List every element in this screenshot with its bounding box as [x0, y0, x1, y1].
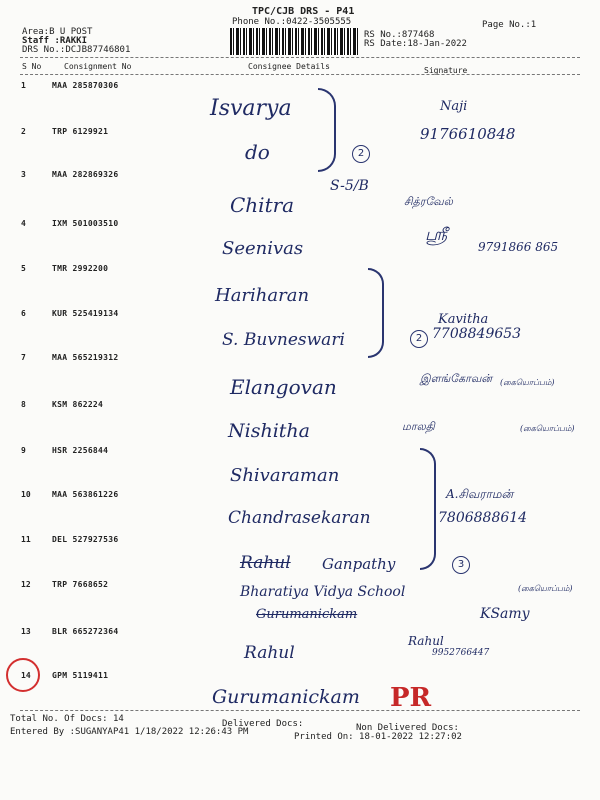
- red-circle-mark: [6, 658, 40, 692]
- row-consignment: TRP 6129921: [52, 127, 109, 136]
- col-signature: Signature: [424, 66, 468, 75]
- handwritten-note: S-5/B: [330, 178, 369, 194]
- non-delivered-docs: Non Delivered Docs:: [356, 723, 459, 733]
- row-consignment: BLR 665272364: [52, 627, 119, 636]
- row-consignment: TRP 7668652: [52, 580, 109, 589]
- handwritten-name: Gurumanickam: [212, 686, 360, 708]
- handwritten-signature: (கையொப்பம்): [500, 378, 555, 387]
- page-number: Page No.:1: [482, 20, 537, 30]
- row-sno: 9: [21, 446, 26, 455]
- drs-number: DRS No.:DCJB87746801: [22, 45, 131, 55]
- row-sno: 6: [21, 309, 26, 318]
- rs-date: RS Date:18-Jan-2022: [364, 39, 467, 49]
- handwritten-signature: Rahul: [408, 634, 444, 648]
- row-consignment: HSR 2256844: [52, 446, 109, 455]
- handwritten-signature: மாலதி: [402, 420, 435, 433]
- row-sno: 7: [21, 353, 26, 362]
- entered-by: Entered By :SUGANYAP41 1/18/2022 12:26:43 PM: [10, 727, 249, 737]
- row-consignment: TMR 2992200: [52, 264, 109, 273]
- doc-title: TPC/CJB DRS - P41: [252, 6, 355, 17]
- row-sno: 8: [21, 400, 26, 409]
- row-sno: 13: [21, 627, 31, 636]
- divider: [20, 74, 580, 75]
- col-sno: S No: [22, 62, 42, 71]
- barcode: [230, 28, 358, 55]
- phone-number: Phone No.:0422-3505555: [232, 17, 352, 27]
- handwritten-signature: ஸ்ரீ: [425, 225, 448, 245]
- handwritten-name: Rahul: [240, 553, 291, 573]
- row-consignment: IXM 501003510: [52, 219, 119, 228]
- brace-mark: [368, 268, 384, 358]
- handwritten-name: Chitra: [230, 193, 295, 217]
- brace-mark: [318, 88, 336, 172]
- row-sno: 12: [21, 580, 31, 589]
- handwritten-name: Hariharan: [215, 285, 310, 306]
- handwritten-name: Bharatiya Vidya School: [240, 584, 406, 600]
- total-docs: Total No. Of Docs: 14: [10, 714, 124, 724]
- rs-number: RS No.:877468: [364, 30, 435, 40]
- printed-on: Printed On: 18-01-2022 12:27:02: [294, 732, 462, 742]
- handwritten-signature: Naji: [440, 99, 468, 114]
- row-sno: 14: [21, 671, 31, 680]
- row-sno: 3: [21, 170, 26, 179]
- divider: [20, 710, 580, 711]
- handwritten-phone: 9791866 865: [478, 240, 559, 254]
- row-sno: 1: [21, 81, 26, 90]
- handwritten-name: Rahul: [244, 643, 295, 663]
- row-consignment: DEL 527927536: [52, 535, 119, 544]
- area: Area:B U POST: [22, 27, 93, 37]
- red-pr-mark: PR: [390, 683, 432, 713]
- handwritten-phone: 7708849653: [432, 326, 522, 342]
- handwritten-name: Ganpathy: [322, 555, 396, 573]
- handwritten-signature: A.சிவராமன்: [446, 487, 514, 501]
- row-sno: 4: [21, 219, 26, 228]
- row-consignment: MAA 563861226: [52, 490, 119, 499]
- handwritten-name: Shivaraman: [230, 465, 340, 486]
- brace-mark: [420, 448, 436, 570]
- circled-count: 2: [352, 145, 370, 163]
- row-consignment: MAA 282869326: [52, 170, 119, 179]
- row-consignment: MAA 565219312: [52, 353, 119, 362]
- handwritten-phone: 9952766447: [432, 648, 490, 658]
- handwritten-phone: 9176610848: [420, 125, 516, 143]
- handwritten-name: Chandrasekaran: [228, 508, 371, 528]
- col-consignment: Consignment No: [64, 62, 132, 71]
- handwritten-phone: 7806888614: [438, 510, 528, 526]
- handwritten-name: Gurumanickam: [256, 607, 358, 622]
- divider: [20, 57, 580, 58]
- handwritten-name: Isvarya: [210, 96, 292, 121]
- handwritten-signature: சித்ரவேல்: [404, 195, 453, 208]
- row-consignment: KSM 862224: [52, 400, 104, 409]
- row-consignment: MAA 285870306: [52, 81, 119, 90]
- handwritten-signature: (கையொப்பம்): [520, 424, 575, 433]
- handwritten-name: do: [245, 140, 270, 164]
- row-consignment: GPM 5119411: [52, 671, 109, 680]
- circled-count: 3: [452, 556, 470, 574]
- handwritten-name: Seenivas: [222, 238, 304, 259]
- handwritten-name: Elangovan: [230, 375, 337, 399]
- handwritten-name: S. Buvneswari: [222, 330, 345, 350]
- handwritten-name: Nishitha: [228, 420, 310, 442]
- row-consignment: KUR 525419134: [52, 309, 119, 318]
- handwritten-signature: இளங்கோவன்: [420, 372, 493, 385]
- circled-count: 2: [410, 330, 428, 348]
- col-consignee: Consignee Details: [248, 62, 330, 71]
- row-sno: 10: [21, 490, 31, 499]
- staff: Staff :RAKKI: [22, 36, 88, 46]
- handwritten-signature: (கையொப்பம்): [518, 584, 573, 593]
- row-sno: 5: [21, 264, 26, 273]
- row-sno: 2: [21, 127, 26, 136]
- handwritten-signature: Kavitha: [438, 312, 489, 327]
- handwritten-signature: KSamy: [480, 606, 530, 622]
- delivered-docs: Delivered Docs:: [222, 719, 304, 729]
- row-sno: 11: [21, 535, 31, 544]
